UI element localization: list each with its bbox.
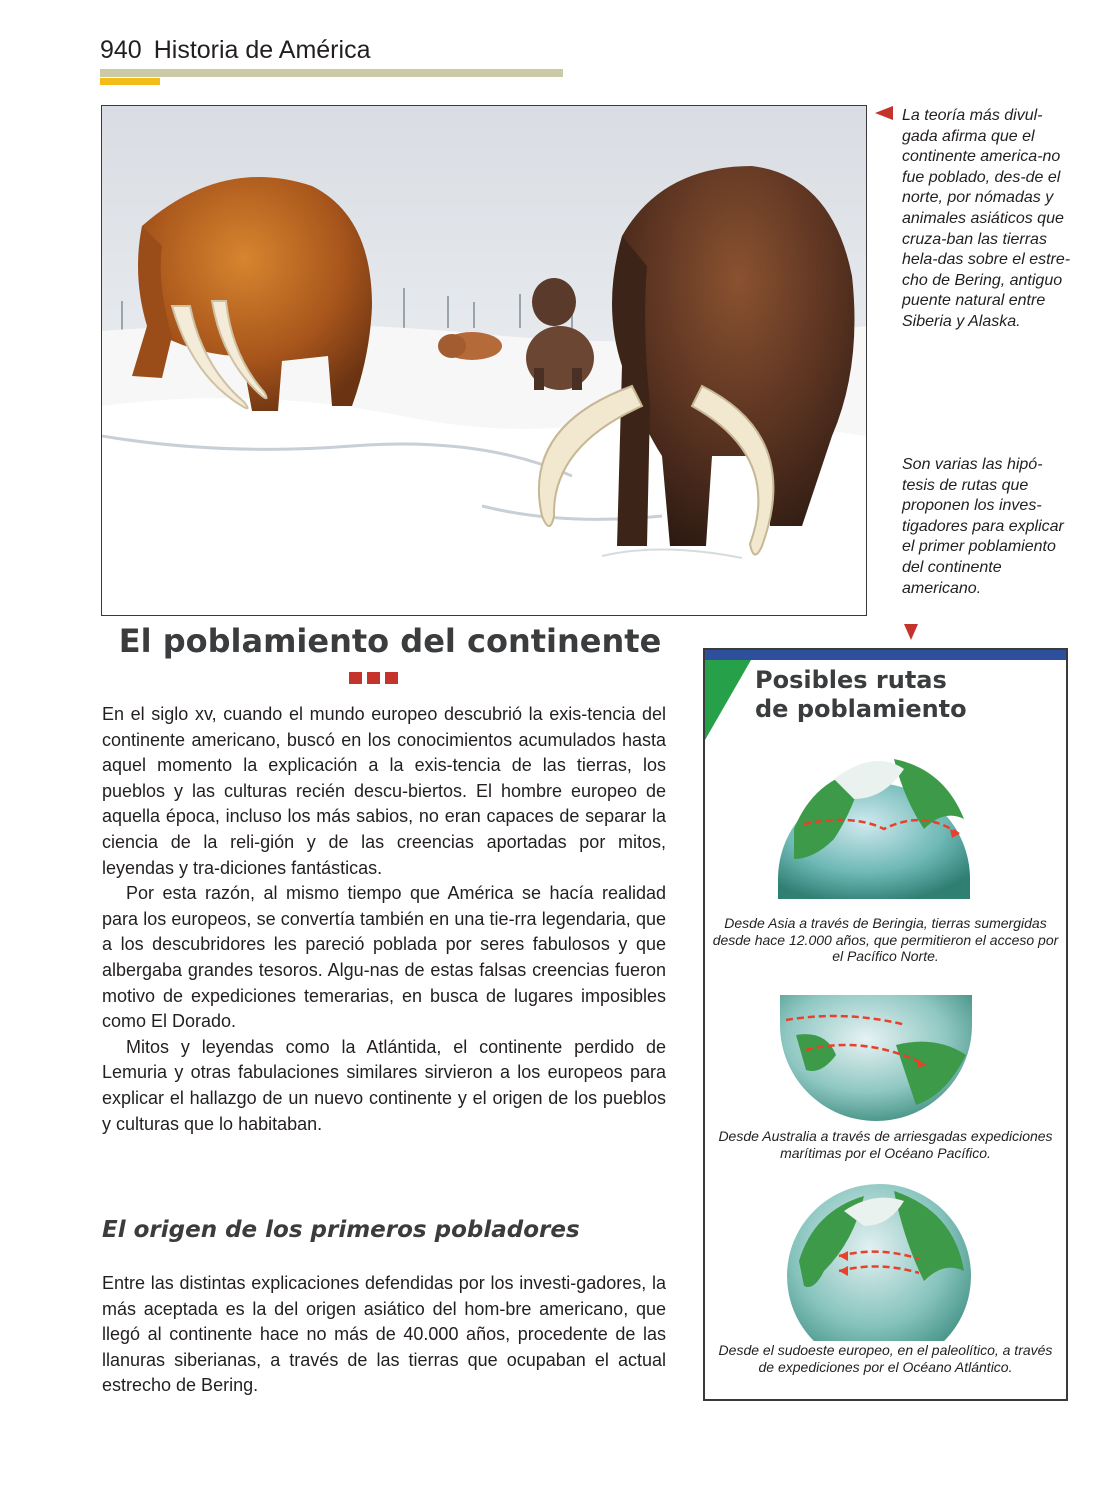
subsection-body-text (102, 1271, 666, 1399)
routes-panel (703, 648, 1068, 1401)
route-caption-atlantic: Desde el sudoeste europeo, en el paleolítico, a través de expediciones por el Océano Atlántico. (718, 1342, 1053, 1375)
globe-atlantic-icon (784, 1181, 974, 1341)
routes-title-line-1: Posibles rutas (755, 666, 947, 694)
header-rule (100, 69, 563, 77)
green-wedge-icon (705, 660, 751, 740)
routes-title-line-2: de poblamiento (755, 695, 967, 723)
woolly-mammoths-illustration-icon (102, 106, 866, 615)
paragraph: Entre las distintas explicaciones defendidas por los investi-gadores, la más aceptada es la del origen asiático del hom-bre americano, que llegó al continente hace no más de 40.000 años, procedente de las llanuras siberianas, a través de las tierras que ocupaban el actual estrecho de Bering. (102, 1273, 666, 1396)
subsection-title: El origen de los primeros pobladores (102, 1217, 580, 1243)
running-header (100, 36, 370, 65)
routes-panel-title (755, 666, 967, 724)
main-body-text (102, 702, 666, 1137)
paragraph: En el siglo xv, cuando el mundo europeo descubrió la exis-tencia del continente americano, buscó en los conocimientos acumulados hasta aquel momento la explicación a la exis-tencia de las tierras, los pueblos y las culturas recién descu-biertos. El hombre europeo de aquella época, incluso los más sabios, no eran capaces de separar la ciencia de la reli-gión y de las creencias aportadas por mitos, leyendas y tra-diciones fantásticas. (102, 704, 666, 878)
route-caption-pacific: Desde Australia a través de arriesgadas expediciones marítimas por el Océano Pacífico. (718, 1128, 1053, 1161)
paragraph: Por esta razón, al mismo tiempo que América se hacía realidad para los europeos, se convertía también en una tie-rra legendaria, que a los descubridores les pareció poblada por seres fabulosos y que albergaba grandes tesoros. Algu-nas de estas falsas creencias fueron motivo de expediciones temerarias, en busca de lugares imposibles como El Dorado. (102, 883, 666, 1032)
mammoths-illustration (101, 105, 867, 616)
globe-beringia-icon (774, 739, 974, 899)
route-caption-beringia: Desde Asia a través de Beringia, tierras sumergidas desde hace 12.000 años, que permitieron el acceso por el Pacífico Norte. (712, 915, 1059, 964)
routes-intro-caption: Son varias las hipó-tesis de rutas que proponen los inves-tigadores para explicar el primer poblamiento del continente americano. (902, 456, 1064, 597)
routes-panel-topbar (705, 650, 1066, 660)
title-ornament (349, 671, 403, 683)
book-title: Historia de América (153, 36, 371, 64)
caption-arrow-down-icon (904, 624, 918, 640)
paragraph: Mitos y leyendas como la Atlántida, el continente perdido de Lemuria y otras fabulaciones similares sirvieron a los europeos para explicar el hallazgo de un nuevo continente y el origen de los pueblos y culturas que lo habitaban. (102, 1036, 666, 1134)
section-title: El poblamiento del continente (118, 622, 662, 660)
globe-pacific-icon (776, 995, 976, 1130)
caption-arrow-left-icon (875, 106, 895, 120)
mammoth-caption: La teoría más divul-gada afirma que el continente america-no fue poblado, des-de el norte, por nómadas y animales asiáticos que cruza-ban las tierras hela-das sobre el estre-cho de Bering, antiguo puente natural entre Siberia y Alaska. (902, 107, 1071, 330)
header-accent-bar (100, 78, 160, 85)
page-number: 940 (100, 36, 142, 64)
